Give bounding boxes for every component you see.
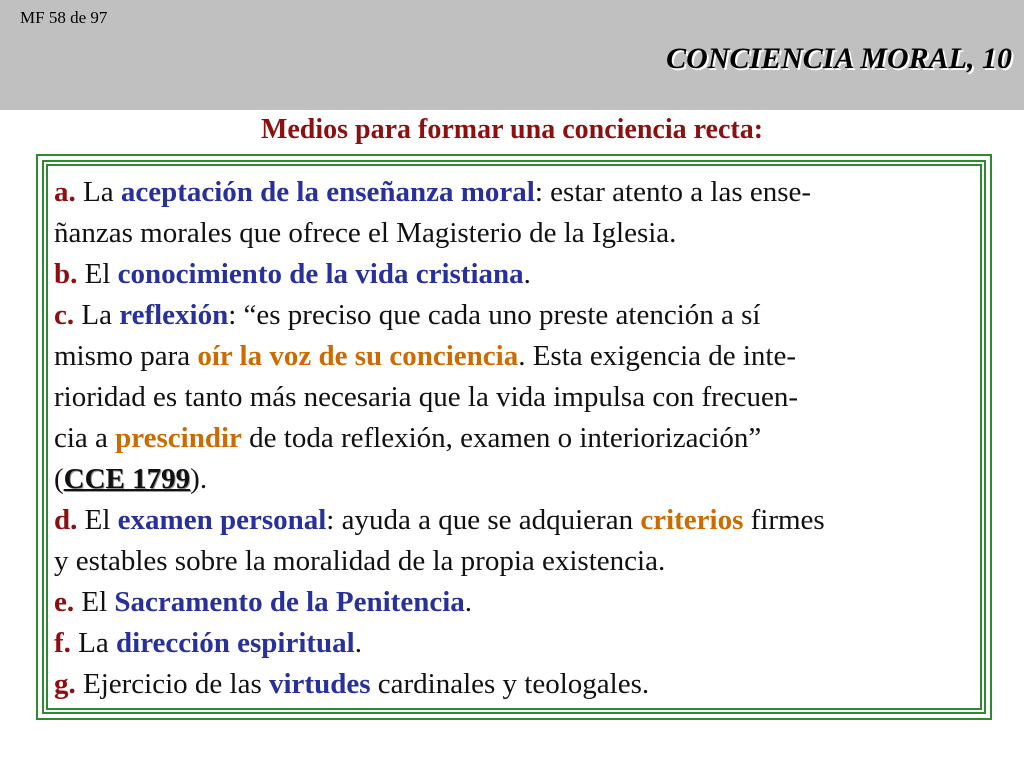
item-f-highlight: dirección espiritual	[116, 627, 355, 659]
item-g-text: Ejercicio de las	[75, 668, 269, 700]
item-f-text: La	[70, 627, 117, 659]
item-c-text: mismo para	[54, 340, 198, 372]
item-a-line-1	[54, 172, 974, 213]
content-body	[54, 172, 974, 705]
item-a-text: ñanzas morales que ofrece el Magisterio de la Iglesia.	[54, 217, 677, 249]
item-g-letter: g.	[54, 668, 76, 700]
item-b-text: .	[523, 258, 531, 290]
item-c-line-2	[54, 336, 974, 377]
item-c-text: cia a	[54, 422, 116, 454]
item-e-highlight: Sacramento de la Penitencia	[114, 586, 465, 618]
item-e-text: El	[74, 586, 115, 618]
slide-title: CONCIENCIA MORAL, 10	[666, 42, 1012, 75]
item-c-line-4	[54, 418, 974, 459]
item-a-letter: a.	[54, 176, 76, 208]
item-c-text: de toda reflexión, examen o interiorización”	[241, 422, 762, 454]
item-c-text: : “es preciso que cada uno preste atención a sí	[228, 299, 761, 331]
item-b-letter: b.	[54, 258, 78, 290]
item-c-letter: c.	[54, 299, 75, 331]
item-g-line-1	[54, 664, 974, 705]
item-c-highlight-orange: prescindir	[115, 422, 242, 454]
item-c-text: rioridad es tanto más necesaria que la vida impulsa con frecuen-	[54, 381, 799, 413]
item-c-text: La	[74, 299, 120, 331]
item-c-highlight: reflexión	[119, 299, 229, 331]
item-e-line-1	[54, 582, 974, 623]
item-d-text: y estables sobre la moralidad de la propia existencia.	[54, 545, 666, 577]
item-f-line-1	[54, 623, 974, 664]
item-b-text: El	[77, 258, 118, 290]
item-c-text: . Esta exigencia de inte-	[518, 340, 797, 372]
item-d-highlight-orange: criterios	[640, 504, 744, 536]
item-e-letter: e.	[54, 586, 75, 618]
item-a-highlight: aceptación de la enseñanza moral	[120, 176, 535, 208]
item-f-text: .	[354, 627, 362, 659]
catechism-reference-link[interactable]: CCE 1799	[63, 463, 191, 495]
item-d-line-1	[54, 500, 974, 541]
item-a-line-2	[54, 213, 974, 254]
item-b-line-1	[54, 254, 974, 295]
item-c-line-5	[54, 459, 974, 500]
item-c-highlight-orange: oír la voz de su conciencia	[197, 340, 519, 372]
header-band	[0, 0, 1024, 110]
item-d-text: firmes	[743, 504, 825, 536]
item-a-text: La	[75, 176, 121, 208]
item-c-line-1	[54, 295, 974, 336]
slide-subtitle: Medios para formar una conciencia recta:	[260, 114, 764, 145]
item-e-text: .	[464, 586, 473, 618]
item-a-text: : estar atento a las ense-	[534, 176, 812, 208]
item-d-text: : ayuda a que se adquieran	[326, 504, 641, 536]
item-d-line-2	[54, 541, 974, 582]
item-g-highlight: virtudes	[269, 668, 371, 700]
page-counter: MF 58 de 97	[20, 8, 108, 27]
item-d-highlight: examen personal	[117, 504, 327, 536]
item-f-letter: f.	[54, 627, 71, 659]
item-c-text: (	[54, 463, 64, 495]
item-g-text: cardinales y teologales.	[370, 668, 650, 700]
item-c-text: ).	[190, 463, 208, 495]
item-d-text: El	[77, 504, 118, 536]
item-c-line-3	[54, 377, 974, 418]
item-b-highlight: conocimiento de la vida cristiana	[117, 258, 524, 290]
item-d-letter: d.	[54, 504, 78, 536]
